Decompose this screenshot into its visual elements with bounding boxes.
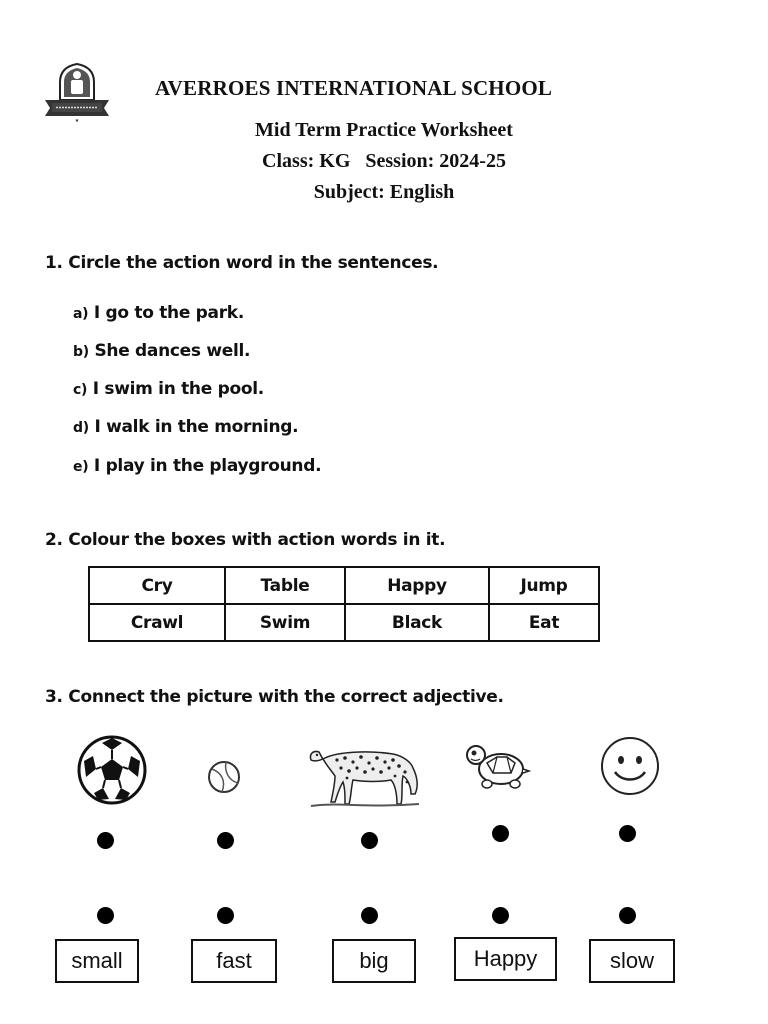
- small-ball-icon: [206, 759, 242, 795]
- sentence-text: I walk in the morning.: [94, 417, 299, 437]
- word-box[interactable]: Black: [345, 604, 489, 641]
- word-box[interactable]: Eat: [489, 604, 599, 641]
- svg-text:★: ★: [74, 118, 80, 124]
- adjective-box-slow[interactable]: slow: [589, 939, 675, 983]
- school-crest-icon: [42, 62, 112, 124]
- smiley-face-icon: [598, 733, 664, 799]
- connector-dot-top[interactable]: [492, 825, 509, 842]
- sentence-b[interactable]: [73, 341, 250, 361]
- connector-dot-bottom[interactable]: [97, 907, 114, 924]
- worksheet-title: Mid Term Practice Worksheet: [255, 119, 513, 141]
- word-box[interactable]: Jump: [489, 567, 599, 604]
- word-box[interactable]: Swim: [225, 604, 345, 641]
- connector-dot-bottom[interactable]: [619, 907, 636, 924]
- adjective-box-happy[interactable]: Happy: [454, 937, 557, 981]
- word-box[interactable]: Crawl: [89, 604, 225, 641]
- table-row: [89, 567, 599, 604]
- sentence-letter: a): [73, 306, 89, 322]
- question-2-prompt: 2. Colour the boxes with action words in it.: [45, 530, 446, 550]
- sentence-d[interactable]: [73, 417, 298, 437]
- adjective-box-small[interactable]: small: [55, 939, 139, 983]
- word-box[interactable]: Happy: [345, 567, 489, 604]
- cheetah-icon: [307, 738, 423, 812]
- adjective-box-fast[interactable]: fast: [191, 939, 277, 983]
- sentence-text: She dances well.: [94, 341, 251, 361]
- sentence-c[interactable]: [73, 379, 264, 399]
- question-1-prompt: 1. Circle the action word in the sentences.: [45, 253, 439, 273]
- sentence-text: I go to the park.: [93, 303, 244, 323]
- connector-dot-bottom[interactable]: [217, 907, 234, 924]
- soccer-ball-icon: [76, 733, 148, 807]
- connector-dot-bottom[interactable]: [361, 907, 378, 924]
- sentence-text: I play in the playground.: [93, 456, 322, 476]
- turtle-icon: [463, 737, 533, 797]
- school-name: AVERROES INTERNATIONAL SCHOOL: [155, 76, 553, 100]
- adjective-box-big[interactable]: big: [332, 939, 416, 983]
- sentence-e[interactable]: [73, 456, 321, 476]
- subject-label: Subject: English: [313, 181, 455, 203]
- sentence-a[interactable]: [73, 303, 244, 323]
- table-row: [89, 604, 599, 641]
- session-label: Session: 2024-25: [365, 150, 506, 172]
- sentence-letter: b): [73, 344, 89, 360]
- sentence-letter: d): [73, 420, 89, 436]
- sentence-text: I swim in the pool.: [92, 379, 264, 399]
- connector-dot-top[interactable]: [361, 832, 378, 849]
- sentence-letter: c): [73, 382, 88, 398]
- connector-dot-top[interactable]: [619, 825, 636, 842]
- word-boxes-table: [88, 566, 600, 642]
- connector-dot-bottom[interactable]: [492, 907, 509, 924]
- question-3-prompt: 3. Connect the picture with the correct adjective.: [45, 687, 504, 707]
- connector-dot-top[interactable]: [217, 832, 234, 849]
- word-box[interactable]: Table: [225, 567, 345, 604]
- connector-dot-top[interactable]: [97, 832, 114, 849]
- sentence-letter: e): [73, 459, 89, 475]
- word-box[interactable]: Cry: [89, 567, 225, 604]
- class-label: Class: KG: [262, 150, 351, 172]
- class-session-line: [0, 150, 768, 173]
